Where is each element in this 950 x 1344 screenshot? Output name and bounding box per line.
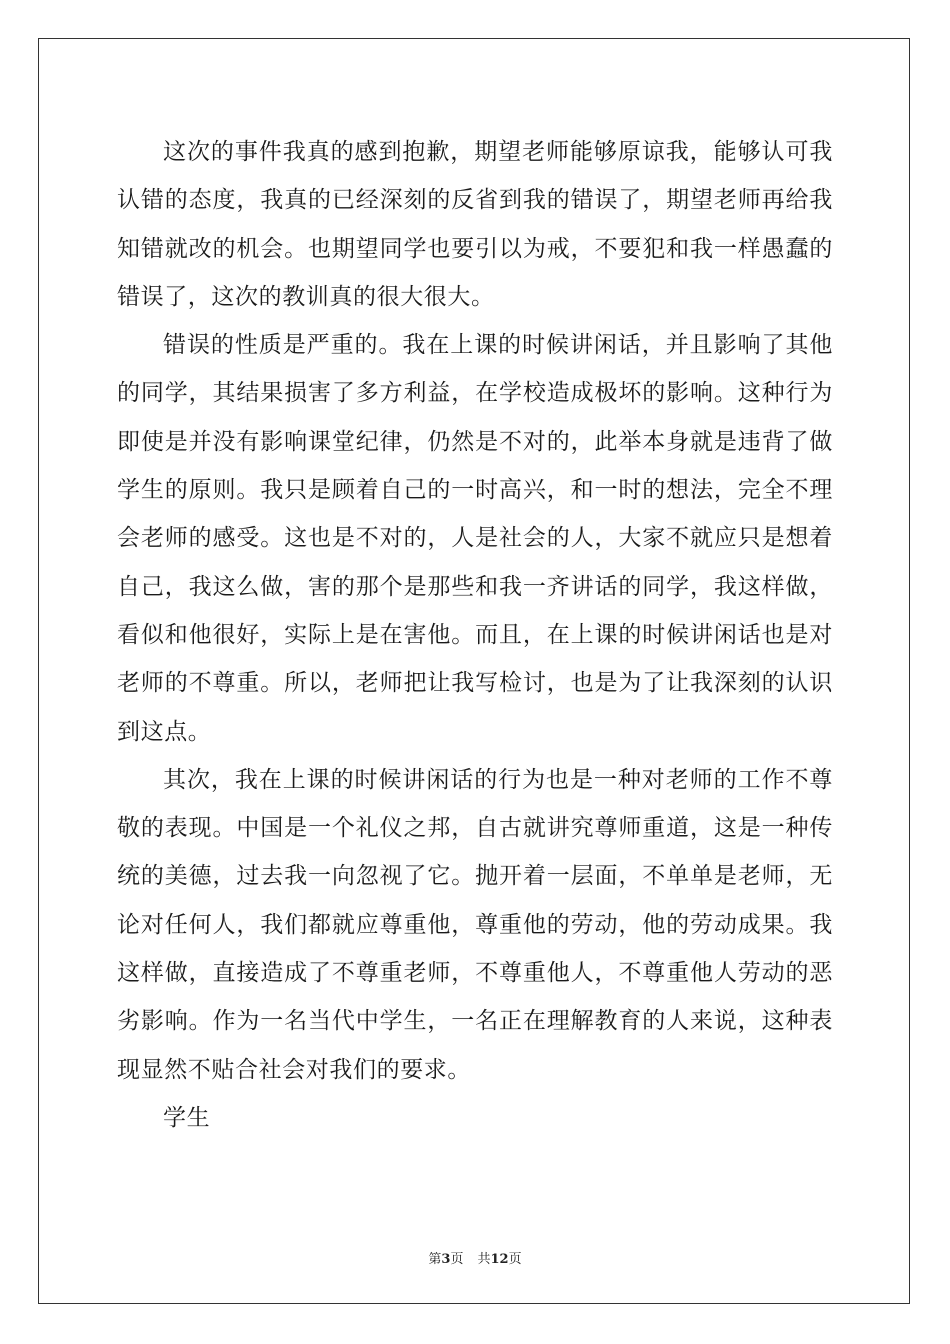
document-body [117,128,833,1142]
page-prefix: 第 [428,1252,442,1267]
total-pages: 12 [490,1252,509,1267]
signature: 学生 [163,1104,211,1131]
total-prefix: 共 [477,1252,491,1267]
paragraph-apology: 这次的事件我真的感到抱歉，期望老师能够原谅我，能够认可我认错的态度，我真的已经深刻的反省到我的错误了，期望老师再给我知错就改的机会。也期望同学也要引以为戒，不要犯和我一样愚蠢的错误了，这次的教训真的很大很大。 [117,139,833,310]
page-number: 3 [441,1252,451,1267]
page-footer [0,1248,950,1267]
paragraph-severity: 错误的性质是严重的。我在上课的时候讲闲话，并且影响了其他的同学，其结果损害了多方利益，在学校造成极坏的影响。这种行为即使是并没有影响课堂纪律，仍然是不对的，此举本身就是违背了做学生的原则。我只是顾着自己的一时高兴，和一时的想法，完全不理会老师的感受。这也是不对的，人是社会的人，大家不就应只是想着自己，我这么做，害的那个是那些和我一齐讲话的同学，我这样做，看似和他很好，实际上是在害他。而且，在上课的时候讲闲话也是对老师的不尊重。所以，老师把让我写检讨，也是为了让我深刻的认识到这点。 [117,332,833,745]
paragraph-respect: 其次，我在上课的时候讲闲话的行为也是一种对老师的工作不尊敬的表现。中国是一个礼仪之邦，自古就讲究尊师重道，这是一种传统的美德，过去我一向忽视了它。抛开着一层面，不单单是老师，无论对任何人，我们都就应尊重他，尊重他的劳动，他的劳动成果。我这样做，直接造成了不尊重老师，不尊重他人，不尊重他人劳动的恶劣影响。作为一名当代中学生，一名正在理解教育的人来说，这种表现显然不贴合社会对我们的要求。 [117,766,833,1083]
total-suffix: 页 [508,1252,522,1267]
page-suffix: 页 [450,1252,464,1267]
